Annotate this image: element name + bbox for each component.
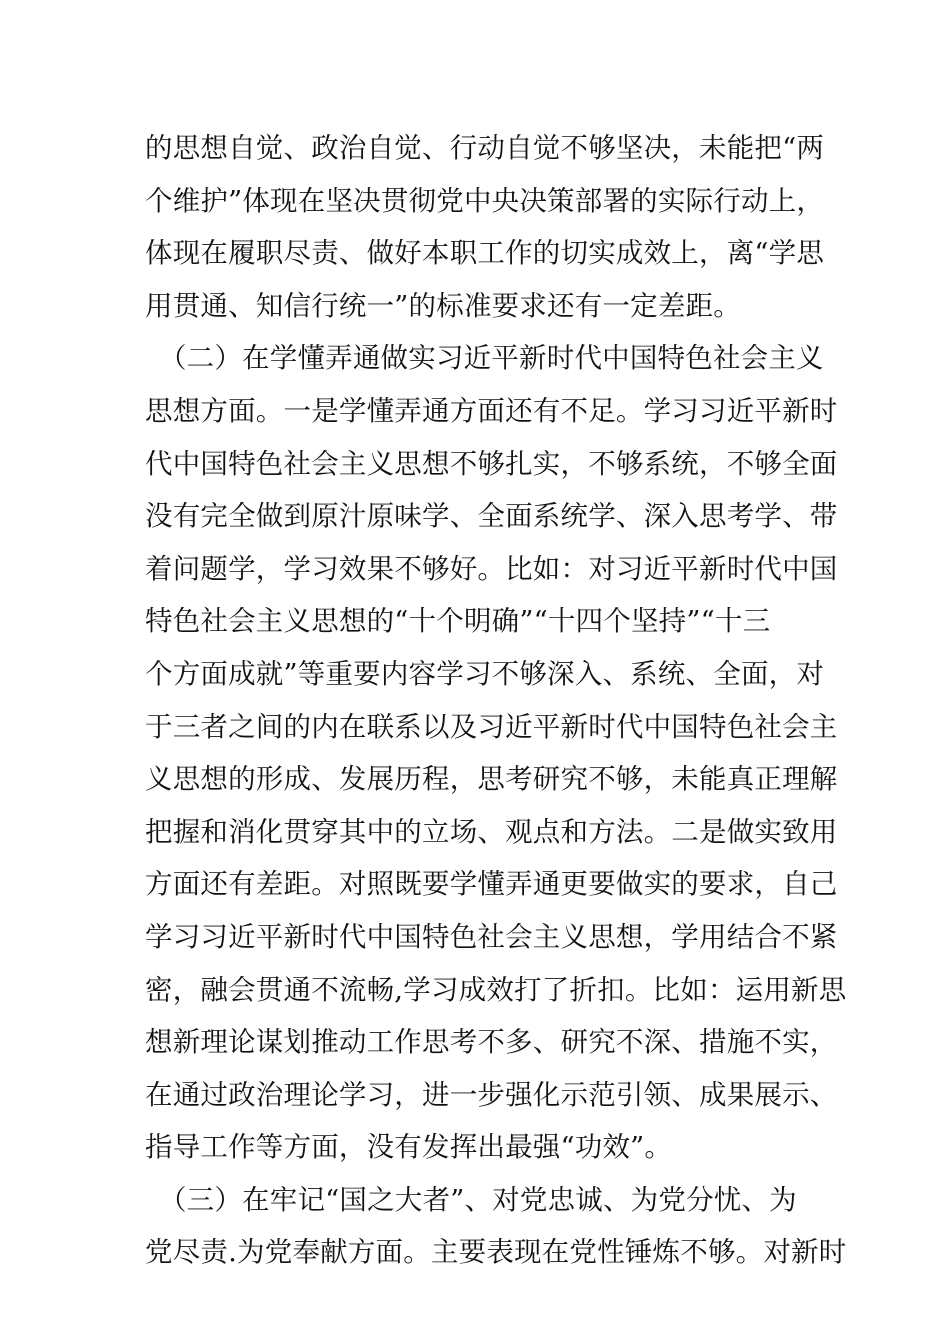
text-line: 代中国特色社会主义思想不够扎实，不够系统，不够全面 [145,447,838,480]
text-line: 体现在履职尽责、做好本职工作的切实成效上，离“学思 [145,237,825,270]
text-line: 特色社会主义思想的“十个明确”“十四个坚持”“十三 [145,605,771,638]
text-line: 义思想的形成、发展历程，思考研究不够，未能真正理解 [145,763,838,796]
text-line: 的思想自觉、政治自觉、行动自觉不够坚决，未能把“两 [145,132,825,164]
text-line: 把握和消化贯穿其中的立场、观点和方法。二是做实致用 [145,815,838,848]
text-line: 个维护”体现在坚决贯彻党中央决策部署的实际行动上， [145,184,825,217]
text-line: 用贯通、知信行统一”的标准要求还有一定差距。 [145,289,741,322]
text-line: 在通过政治理论学习，进一步强化示范引领、成果展示、 [145,1078,838,1111]
text-line: 着问题学，学习效果不够好。比如：对习近平新时代中国 [145,552,838,585]
document-body [145,122,847,1279]
text-line: 想新理论谋划推动工作思考不多、研究不深、措施不实， [145,1026,838,1059]
text-line: 于三者之间的内在联系以及习近平新时代中国特色社会主 [145,710,838,743]
text-line: （三）在牢记“国之大者”、对党忠诚、为党分忧、为 [145,1183,797,1216]
text-line: 学习习近平新时代中国特色社会主义思想，学用结合不紧 [145,920,838,953]
text-line: 密，融会贯通不流畅,学习成效打了折扣。比如：运用新思 [145,973,847,1006]
text-line: 党尽责.为党奉献方面。主要表现在党性锤炼不够。对新时 [145,1236,847,1269]
text-line: 没有完全做到原汁原味学、全面系统学、深入思考学、带 [145,500,838,533]
text-line: （二）在学懂弄通做实习近平新时代中国特色社会主义 [145,342,824,375]
text-line: 思想方面。一是学懂弄通方面还有不足。学习习近平新时 [145,394,838,427]
text-line: 指导工作等方面，没有发挥出最强“功效”。 [145,1131,673,1164]
text-line: 方面还有差距。对照既要学懂弄通更要做实的要求，自己 [145,868,838,901]
text-line: 个方面成就”等重要内容学习不够深入、系统、全面，对 [145,657,825,690]
